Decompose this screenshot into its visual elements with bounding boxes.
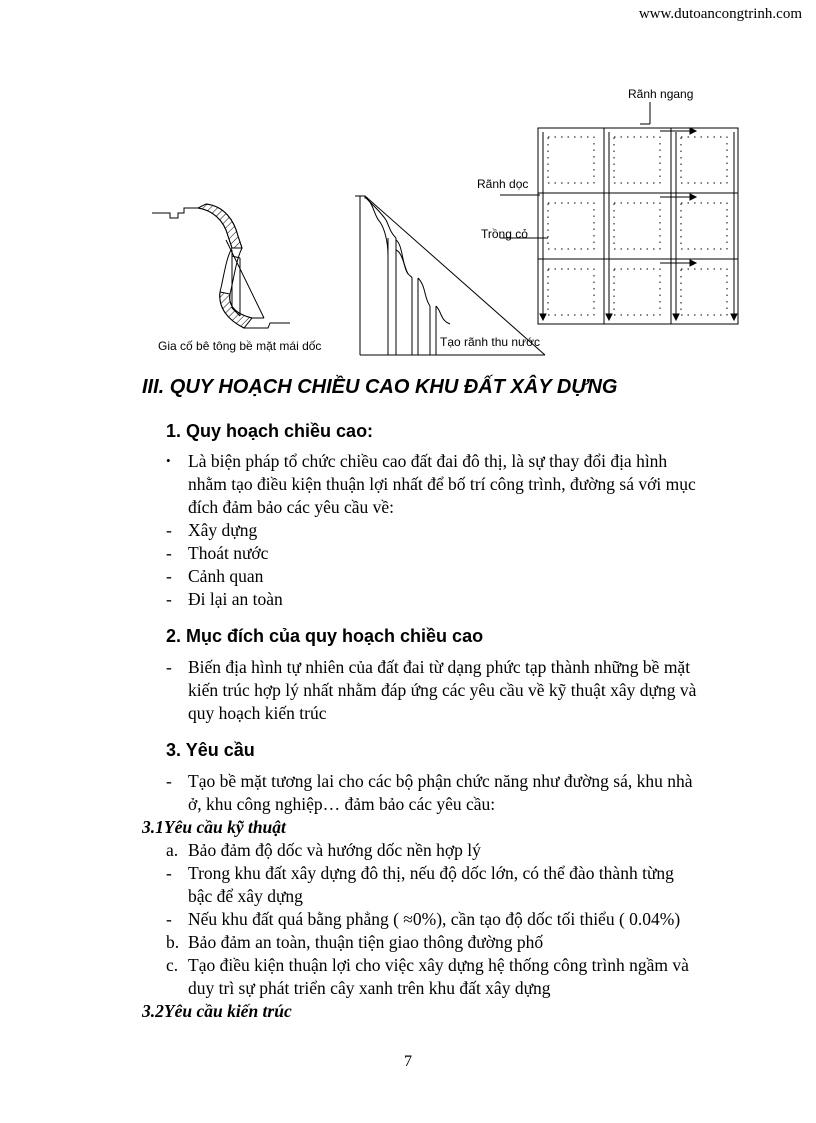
s3-dash-line: bậc để xây dựng [188,886,303,906]
stepped-slope-sketch [355,196,545,355]
s1-item: Thoát nước [188,543,269,563]
s1-para-line: nhằm tạo điều kiện thuận lợi nhất để bố trí công trình, đường sá với mục [188,474,696,494]
dash-mark: - [166,771,172,791]
s2-line: quy hoạch kiến trúc [188,703,327,723]
dash-mark: - [166,909,172,929]
dash-mark: - [166,863,172,883]
concrete-slope-sketch [152,204,290,328]
dash-mark: - [166,566,172,586]
s3-dash-line: Nếu khu đất quá bằng phẳng ( ≈0%), cần tạo độ dốc tối thiểu ( 0.04%) [188,909,681,929]
s3-intro-line: Tạo bề mặt tương lai cho các bộ phận chức năng như đường sá, khu nhà [188,771,693,791]
s1-item: Cảnh quan [188,566,264,586]
slope-diagram [140,80,740,360]
label-ranh-doc: Rãnh dọc [477,177,529,191]
s3-item-c: Tạo điều kiện thuận lợi cho việc xây dựng hệ thống công trình ngầm và [188,955,689,975]
subsection-3-1: 3.1Yêu cầu kỹ thuật [142,817,286,837]
label-gia-co: Gia cố bê tông bề mặt mái dốc [158,339,322,353]
dash-mark: - [166,589,172,609]
dash-mark: - [166,657,172,677]
label-ranh-ngang: Rãnh ngang [628,87,694,101]
s1-item: Xây dựng [188,520,258,540]
subheading-1: 1. Quy hoạch chiều cao: [166,421,374,441]
list-mark: c. [166,955,179,975]
slope-figure [140,80,740,360]
s1-item: Đi lại an toàn [188,589,283,609]
s3-dash-line: Trong khu đất xây dựng đô thị, nếu độ dốc lớn, có thể đào thành từng [188,863,674,883]
s3-item-a: Bảo đảm độ dốc và hướng dốc nền hợp lý [188,840,481,860]
subheading-3: 3. Yêu cầu [166,740,255,760]
page-number: 7 [404,1053,412,1070]
s1-para-line: đích đảm bảo các yêu cầu về: [188,497,395,517]
s2-line: Biến địa hình tự nhiên của đất đai từ dạng phức tạp thành những bề mặt [188,657,691,677]
dash-mark: - [166,520,172,540]
dash-mark: - [166,543,172,563]
list-mark: a. [166,840,179,860]
s3-intro-line: ở, khu công nghiệp… đảm bảo các yêu cầu: [188,794,496,814]
subheading-2: 2. Mục đích của quy hoạch chiều cao [166,626,484,646]
s3-item-b: Bảo đảm an toàn, thuận tiện giao thông đường phố [188,932,544,952]
list-mark: b. [166,932,180,952]
subsection-3-2: 3.2Yêu cầu kiến trúc [142,1001,292,1021]
s2-line: kiến trúc hợp lý nhất nhằm đáp ứng các yêu cầu về kỹ thuật xây dựng và [188,680,697,700]
label-trong-co: Trồng cỏ [481,227,528,241]
s3-item-c: duy trì sự phát triển cây xanh trên khu đất xây dựng [188,978,551,998]
label-tao-ranh: Tạo rãnh thu nước [440,335,540,349]
s1-para-line: Là biện pháp tổ chức chiều cao đất đai đô thị, là sự thay đổi địa hình [188,451,668,471]
drainage-grid-sketch [500,102,738,324]
site-url: www.dutoancongtrinh.com [638,6,802,22]
bullet-mark: • [166,453,171,468]
section-heading: III. QUY HOẠCH CHIỀU CAO KHU ĐẤT XÂY DỰNG [142,376,618,398]
